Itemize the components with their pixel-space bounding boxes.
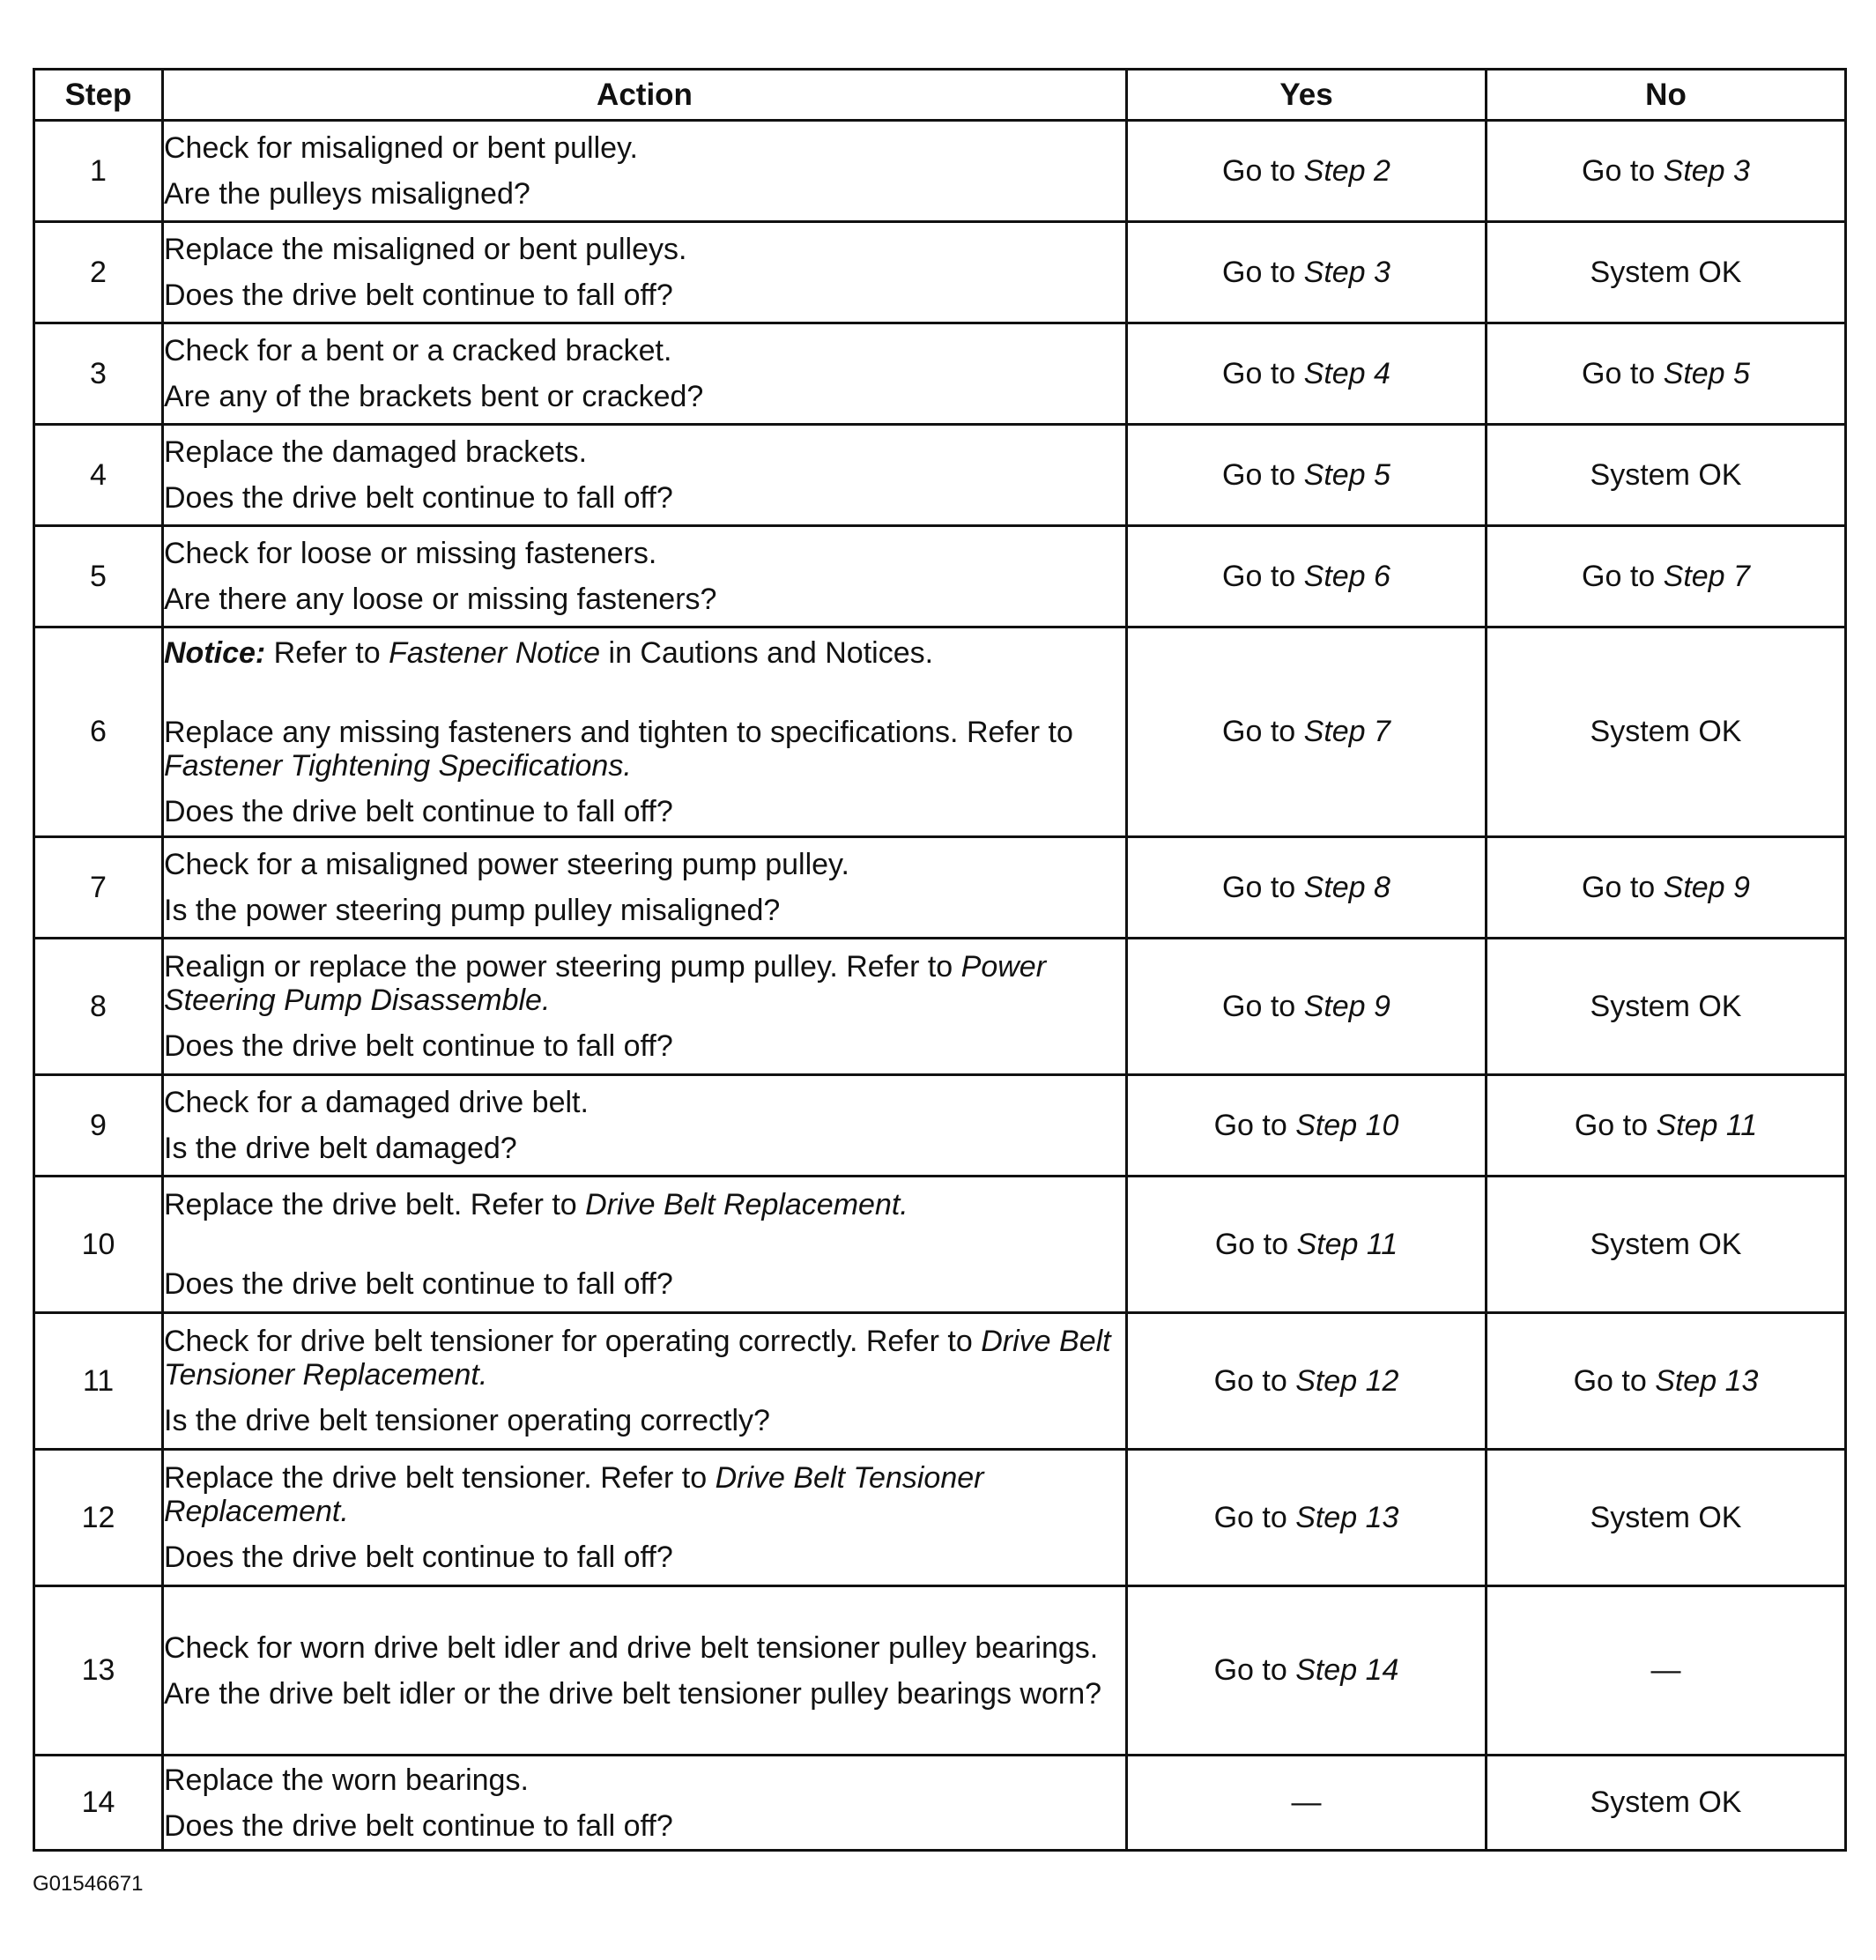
- action-instruction: [164, 1461, 1125, 1528]
- notice-text-b: in Cautions and Notices.: [600, 635, 934, 670]
- action-cell: [163, 1586, 1127, 1756]
- no-result: System OK: [1590, 715, 1742, 748]
- action-cell: [163, 121, 1127, 222]
- yes-prefix: Go to: [1222, 715, 1304, 748]
- action-cell: [163, 526, 1127, 627]
- action-question: Are the drive belt idler or the drive belt tensioner pulley bearings worn?: [164, 1676, 1102, 1711]
- action-instruction-ref: Drive Belt Tensioner Replacement.: [164, 1325, 1111, 1392]
- table-row: [34, 837, 1846, 939]
- no-result: System OK: [1590, 255, 1742, 289]
- no-cell: [1487, 939, 1846, 1075]
- table-row: [34, 1450, 1846, 1586]
- no-step-ref: Step 3: [1663, 153, 1750, 188]
- action-instruction: [164, 950, 1125, 1017]
- no-cell: [1487, 1586, 1846, 1756]
- yes-prefix: Go to: [1214, 1227, 1297, 1261]
- action-instruction: Check for misaligned or bent pulley.: [164, 131, 638, 165]
- action-question: Does the drive belt continue to fall off?: [164, 1541, 673, 1574]
- notice-line: [164, 636, 1125, 670]
- step-number: 14: [34, 1756, 163, 1851]
- yes-step-ref: Step 7: [1303, 715, 1390, 748]
- action-question: Are any of the brackets bent or cracked?: [164, 380, 704, 413]
- action-cell: [163, 222, 1127, 323]
- action-instruction-ref: Fastener Tightening Specifications.: [164, 748, 632, 783]
- action-question: Does the drive belt continue to fall off?: [164, 1029, 673, 1063]
- yes-cell: [1127, 425, 1487, 526]
- table-row: [34, 627, 1846, 837]
- header-action: Action: [163, 70, 1127, 121]
- no-result: System OK: [1590, 1786, 1742, 1819]
- table-row: [34, 1075, 1846, 1177]
- yes-step-ref: Step 2: [1303, 153, 1390, 188]
- action-instruction: Check for loose or missing fasteners.: [164, 537, 657, 570]
- action-instruction-ref: Drive Belt Tensioner Replacement.: [164, 1461, 984, 1528]
- table-row: [34, 939, 1846, 1075]
- yes-prefix: Go to: [1222, 255, 1304, 289]
- action-question: Does the drive belt continue to fall off?: [164, 1808, 673, 1843]
- yes-step-ref: Step 11: [1296, 1227, 1398, 1261]
- step-number: 4: [34, 425, 163, 526]
- no-step-ref: Step 9: [1663, 870, 1750, 904]
- yes-cell: [1127, 526, 1487, 627]
- step-number: 12: [34, 1450, 163, 1586]
- no-cell: [1487, 1450, 1846, 1586]
- yes-prefix: Go to: [1213, 1363, 1296, 1398]
- action-instruction-text: Realign or replace the power steering pump pulley. Refer to: [164, 950, 961, 984]
- yes-cell: [1127, 627, 1487, 837]
- yes-cell: [1127, 121, 1487, 222]
- yes-cell: [1127, 1756, 1487, 1851]
- yes-step-ref: Step 13: [1295, 1500, 1399, 1534]
- no-result-dash: —: [1650, 1653, 1681, 1687]
- action-question: Is the drive belt damaged?: [164, 1132, 517, 1165]
- action-instruction: Replace the worn bearings.: [164, 1763, 529, 1797]
- no-prefix: Go to: [1582, 559, 1664, 593]
- action-instruction-ref: Power Steering Pump Disassemble.: [164, 950, 1047, 1017]
- yes-prefix: Go to: [1222, 356, 1304, 390]
- action-cell: [163, 1177, 1127, 1313]
- yes-step-ref: Step 8: [1303, 870, 1390, 904]
- no-step-ref: Step 13: [1655, 1363, 1759, 1398]
- yes-prefix: Go to: [1222, 153, 1304, 188]
- yes-result-dash: —: [1291, 1786, 1322, 1819]
- step-number: 1: [34, 121, 163, 222]
- action-instruction: Check for worn drive belt idler and drive belt tensioner pulley bearings.: [164, 1630, 1099, 1665]
- table-row: [34, 526, 1846, 627]
- header-yes: Yes: [1127, 70, 1487, 121]
- yes-prefix: Go to: [1213, 1653, 1296, 1687]
- yes-step-ref: Step 5: [1303, 457, 1390, 492]
- action-instruction-text: Check for drive belt tensioner for operating correctly. Refer to: [164, 1325, 982, 1358]
- action-instruction: [164, 1188, 1125, 1221]
- action-instruction: Check for a bent or a cracked bracket.: [164, 334, 672, 368]
- action-question: Is the drive belt tensioner operating correctly?: [164, 1404, 770, 1437]
- notice-ref: Fastener Notice: [389, 635, 601, 670]
- yes-prefix: Go to: [1222, 870, 1304, 904]
- no-cell: [1487, 1756, 1846, 1851]
- yes-prefix: Go to: [1213, 1500, 1296, 1534]
- table-row: [34, 425, 1846, 526]
- header-no: No: [1487, 70, 1846, 121]
- yes-cell: [1127, 1313, 1487, 1450]
- action-question: Is the power steering pump pulley misaligned?: [164, 894, 781, 927]
- no-prefix: Go to: [1582, 356, 1664, 390]
- no-step-ref: Step 11: [1656, 1108, 1758, 1142]
- step-number: 11: [34, 1313, 163, 1450]
- action-question: Are there any loose or missing fasteners?: [164, 583, 717, 616]
- step-number: 9: [34, 1075, 163, 1177]
- no-cell: [1487, 222, 1846, 323]
- table-row: [34, 1177, 1846, 1313]
- table-row: [34, 1313, 1846, 1450]
- action-cell: [163, 1313, 1127, 1450]
- yes-step-ref: Step 6: [1303, 559, 1390, 593]
- no-step-ref: Step 7: [1663, 559, 1750, 593]
- action-instruction: [164, 716, 1125, 783]
- no-prefix: Go to: [1582, 870, 1664, 904]
- table-row: [34, 1586, 1846, 1756]
- no-result: System OK: [1590, 1227, 1742, 1261]
- no-cell: [1487, 1075, 1846, 1177]
- table-row: [34, 121, 1846, 222]
- no-cell: [1487, 1313, 1846, 1450]
- no-result: System OK: [1590, 1500, 1742, 1534]
- no-prefix: Go to: [1574, 1108, 1657, 1142]
- yes-step-ref: Step 10: [1295, 1108, 1399, 1142]
- notice-label: Notice:: [164, 635, 266, 670]
- table-row: [34, 323, 1846, 425]
- action-instruction-ref: Drive Belt Replacement.: [585, 1188, 908, 1221]
- yes-step-ref: Step 12: [1295, 1363, 1399, 1398]
- yes-cell: [1127, 1450, 1487, 1586]
- yes-step-ref: Step 4: [1303, 356, 1390, 390]
- no-cell: [1487, 1177, 1846, 1313]
- action-instruction: Replace the damaged brackets.: [164, 435, 588, 469]
- yes-cell: [1127, 837, 1487, 939]
- table-header-row: [34, 70, 1846, 121]
- action-cell: [163, 1756, 1127, 1851]
- action-cell: [163, 1450, 1127, 1586]
- no-cell: [1487, 526, 1846, 627]
- action-instruction: Replace the misaligned or bent pulleys.: [164, 233, 687, 266]
- action-instruction-text: Replace any missing fasteners and tighten to specifications. Refer to: [164, 715, 1073, 749]
- action-cell: [163, 425, 1127, 526]
- yes-cell: [1127, 939, 1487, 1075]
- yes-step-ref: Step 14: [1295, 1653, 1399, 1687]
- yes-prefix: Go to: [1222, 989, 1304, 1023]
- action-cell: [163, 939, 1127, 1075]
- yes-prefix: Go to: [1213, 1108, 1296, 1142]
- no-result: System OK: [1590, 457, 1742, 492]
- figure-id: G01546671: [33, 1872, 144, 1896]
- action-question: Are the pulleys misaligned?: [164, 177, 530, 211]
- no-cell: [1487, 837, 1846, 939]
- action-question: Does the drive belt continue to fall off?: [164, 1267, 673, 1301]
- action-instruction: [164, 1325, 1125, 1392]
- action-instruction-text: Replace the drive belt. Refer to: [164, 1188, 586, 1221]
- no-result: System OK: [1590, 989, 1742, 1023]
- no-cell: [1487, 627, 1846, 837]
- no-cell: [1487, 323, 1846, 425]
- yes-prefix: Go to: [1222, 559, 1304, 593]
- action-instruction-text: Replace the drive belt tensioner. Refer to: [164, 1461, 716, 1495]
- no-cell: [1487, 425, 1846, 526]
- yes-step-ref: Step 3: [1303, 255, 1390, 289]
- no-prefix: Go to: [1573, 1363, 1656, 1398]
- action-question: Does the drive belt continue to fall off?: [164, 278, 673, 312]
- notice-text-a: Refer to: [265, 635, 389, 670]
- action-cell: [163, 323, 1127, 425]
- action-cell: [163, 837, 1127, 939]
- header-step: Step: [34, 70, 163, 121]
- action-instruction: Check for a misaligned power steering pump pulley.: [164, 848, 849, 881]
- action-instruction: Check for a damaged drive belt.: [164, 1086, 589, 1119]
- step-number: 8: [34, 939, 163, 1075]
- table-row: [34, 222, 1846, 323]
- step-number: 6: [34, 627, 163, 837]
- no-cell: [1487, 121, 1846, 222]
- step-number: 13: [34, 1586, 163, 1756]
- no-step-ref: Step 5: [1663, 356, 1750, 390]
- step-number: 3: [34, 323, 163, 425]
- action-question: Does the drive belt continue to fall off?: [164, 794, 673, 828]
- no-prefix: Go to: [1582, 153, 1664, 188]
- step-number: 10: [34, 1177, 163, 1313]
- yes-cell: [1127, 1586, 1487, 1756]
- action-cell: [163, 627, 1127, 837]
- yes-cell: [1127, 222, 1487, 323]
- step-number: 2: [34, 222, 163, 323]
- action-cell: [163, 1075, 1127, 1177]
- yes-cell: [1127, 1075, 1487, 1177]
- yes-cell: [1127, 1177, 1487, 1313]
- diagnostic-table: [33, 68, 1847, 1852]
- yes-cell: [1127, 323, 1487, 425]
- step-number: 7: [34, 837, 163, 939]
- yes-step-ref: Step 9: [1303, 989, 1390, 1023]
- action-question: Does the drive belt continue to fall off?: [164, 481, 673, 515]
- yes-prefix: Go to: [1222, 457, 1304, 492]
- table-row: [34, 1756, 1846, 1851]
- step-number: 5: [34, 526, 163, 627]
